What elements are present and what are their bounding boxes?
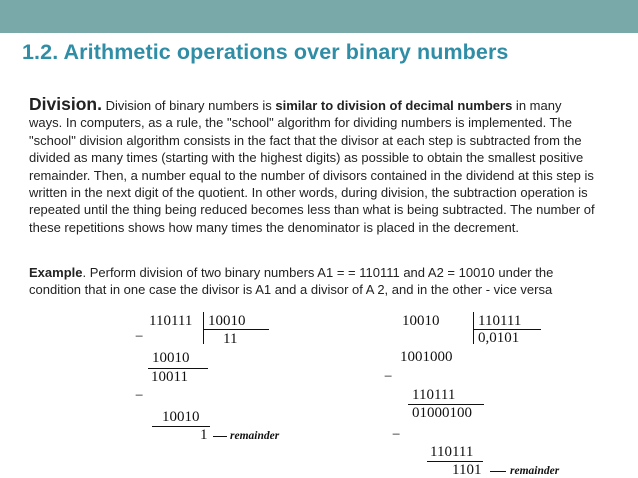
left-sub-2: 10010 (162, 409, 200, 425)
right-remainder-label: remainder (510, 465, 560, 477)
right-remainder-dash (490, 471, 506, 472)
division-rest: in many ways. In computers, as a rule, the "school" algorithm for dividing numbers is implemented. The "school" division algorithm consists in the fact that the divisor at each step is subtracted from the divided as many times (starting with the highest digits) as possible to obtain the smallest positive remainder. Then, a number equal to the number of divisors contained in the dividend at this step is written in the next digit of the quotient. In other words, during division, the subtraction operation is repeated until the thing being reduced becomes less than what is being subtracted. The number of these repetitions shows how many times the denominator is placed in the decrement. (29, 98, 595, 235)
right-remainder: 1101 (452, 462, 482, 478)
right-sub-2: 110111 (430, 444, 474, 460)
right-result-1: 01000100 (412, 405, 472, 421)
division-emphasis: similar to division of decimal numbers (275, 98, 513, 113)
example-text: . Perform division of two binary numbers A1 = = 110111 and A2 = 10010 under the condition that in one case the divisor is A1 and a divisor of A 2, and in the other - vice versa (29, 265, 554, 298)
right-sub-1: 110111 (412, 387, 456, 403)
left-quotient-line (203, 329, 269, 330)
right-dividend: 10010 (402, 313, 440, 329)
division-term: Division (29, 94, 98, 114)
right-division-bracket (473, 312, 474, 344)
left-divisor: 10010 (208, 313, 246, 329)
right-step-1: 1001000 (400, 349, 453, 365)
left-remainder-dash (213, 436, 227, 437)
left-minus-2: − (135, 388, 144, 404)
right-minus-2: − (392, 427, 401, 443)
left-dividend: 110111 (149, 313, 193, 329)
division-paragraph (29, 96, 595, 236)
division-intro: Division of binary numbers is (101, 98, 276, 113)
example-paragraph (29, 264, 595, 299)
example-label: Example (29, 265, 83, 280)
left-minus-1: − (135, 329, 144, 345)
top-accent-bar (0, 0, 638, 33)
left-sub-1: 10010 (152, 350, 190, 366)
right-divisor: 110111 (478, 313, 522, 329)
division-term-dot: . (97, 94, 102, 114)
right-quotient: 0,0101 (478, 330, 520, 346)
slide-title: 1.2. Arithmetic operations over binary numbers (22, 40, 509, 64)
right-minus-1: − (384, 369, 393, 385)
left-remainder-label: remainder (230, 430, 280, 442)
left-division-bracket (203, 312, 204, 344)
left-quotient: 11 (223, 331, 238, 347)
left-remainder: 1 (200, 427, 208, 443)
left-result-1: 10011 (151, 369, 188, 385)
